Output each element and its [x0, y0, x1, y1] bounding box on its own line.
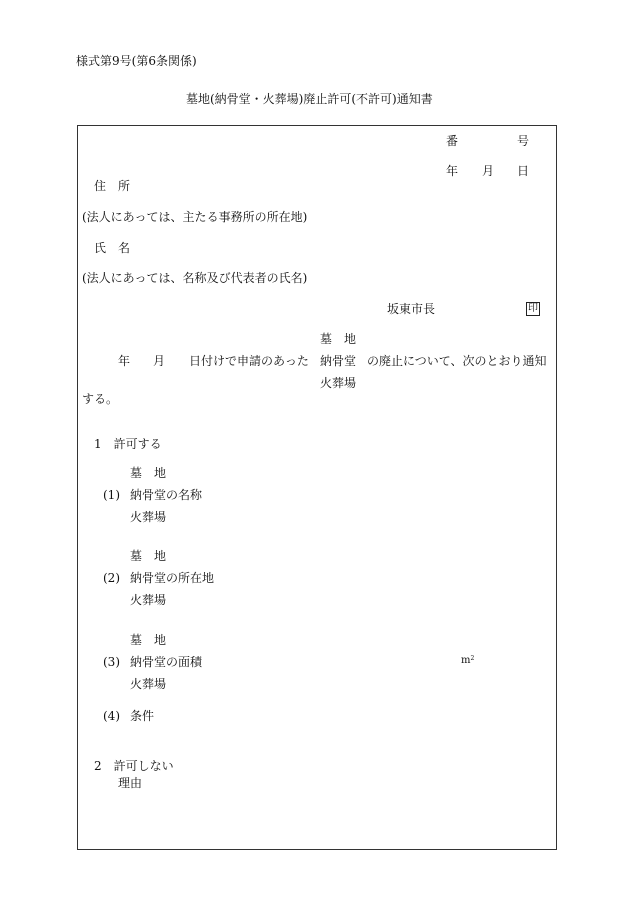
- mayor-title: 坂東市長: [387, 302, 436, 316]
- page-title: 墓地(納骨堂・火葬場)廃止許可(不許可)通知書: [186, 92, 433, 106]
- item-3-number: (3): [103, 655, 120, 669]
- date-month: 月: [482, 164, 495, 178]
- area-unit-base: m: [461, 655, 471, 666]
- item-2-top: 墓 地: [130, 549, 167, 563]
- section-2-heading: 2 許可しない: [94, 759, 174, 773]
- body-date-text: 日付けで申請のあった: [189, 354, 309, 368]
- body-month: 月: [153, 354, 166, 368]
- item-2-label: 納骨堂の所在地: [130, 571, 215, 585]
- item-3-bottom: 火葬場: [130, 677, 167, 691]
- form-number: 様式第9号(第6条関係): [76, 54, 197, 68]
- body-ending: する。: [82, 392, 119, 406]
- address-note: (法人にあっては、主たる事務所の所在地): [82, 210, 308, 224]
- facility-option-ossuary: 納骨堂: [320, 354, 357, 368]
- number-suffix: 号: [517, 134, 530, 148]
- area-unit-exponent: 2: [470, 655, 475, 662]
- item-3-label: 納骨堂の面積: [130, 655, 203, 669]
- date-year: 年: [446, 164, 459, 178]
- seal-mark: 印: [528, 303, 538, 314]
- item-1-bottom: 火葬場: [130, 510, 167, 524]
- area-unit: [461, 656, 474, 666]
- facility-option-cemetery: 墓 地: [320, 332, 357, 346]
- item-2-bottom: 火葬場: [130, 593, 167, 607]
- facility-option-crematorium: 火葬場: [320, 376, 357, 390]
- number-label: 番: [446, 134, 459, 148]
- name-label: 氏 名: [94, 241, 131, 255]
- item-4-label: 条件: [130, 709, 155, 723]
- body-continuation: の廃止について、次のとおり通知: [367, 354, 547, 368]
- item-1-label: 納骨堂の名称: [130, 488, 203, 502]
- item-1-number: (1): [103, 488, 120, 502]
- section-1-heading: 1 許可する: [94, 437, 162, 451]
- name-note: (法人にあっては、名称及び代表者の氏名): [82, 271, 308, 285]
- item-3-top: 墓 地: [130, 633, 167, 647]
- item-2-number: (2): [103, 571, 120, 585]
- date-day: 日: [517, 164, 530, 178]
- address-label: 住 所: [94, 179, 131, 193]
- item-1-top: 墓 地: [130, 466, 167, 480]
- reason-label: 理由: [118, 776, 143, 790]
- body-year: 年: [118, 354, 131, 368]
- item-4-number: (4): [103, 709, 120, 723]
